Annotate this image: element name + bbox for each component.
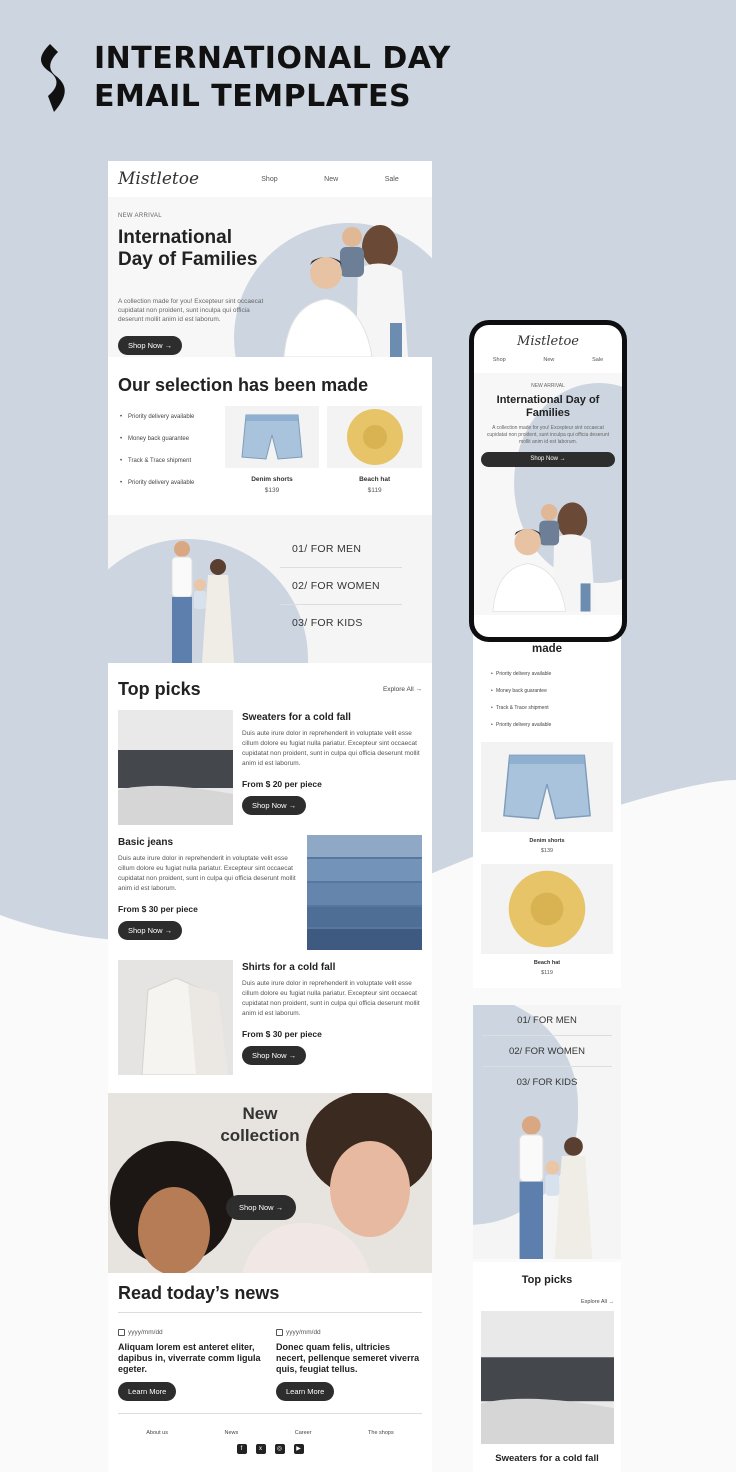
calendar-icon — [276, 1329, 283, 1336]
promo-title-line: INTERNATIONAL DAY — [94, 41, 451, 76]
nav — [238, 176, 422, 183]
top-picks-section — [108, 663, 432, 1075]
news-headline: Donec quam felis, ultricies necert, pellenque semeret viverra quis, feugiat tellus. — [276, 1342, 420, 1374]
social-links — [108, 1444, 432, 1454]
mobile-nav — [474, 357, 622, 363]
calendar-icon — [118, 1329, 125, 1336]
pick-text: Duis aute irure dolor in reprehenderit in voluptate velit esse cillum dolore eu fugiat nulla pariatur. Excepteur sint occaecat cupidatat non proident, sunt in culpa qui officia deserunt mollit anim id est laborum. — [118, 855, 296, 892]
phone-screen — [474, 325, 622, 637]
selection-title: Our selection has been made — [118, 375, 369, 395]
pick-text: Duis aute irure dolor in reprehenderit in voluptate velit esse cillum dolore eu fugiat nulla pariatur. Excepteur sint occaecat cupidatat non proident, sunt in culpa qui officia deserunt mollit anim id est laborum. — [242, 980, 420, 1017]
shorts-icon — [501, 751, 593, 823]
mobile-product-image[interactable] — [481, 864, 613, 954]
benefit-item: • Priority delivery available — [118, 472, 217, 494]
pick-text: Duis aute irure dolor in reprehenderit in voluptate velit esse cillum dolore eu fugiat nulla pariatur. Excepteur sint occaecat cupidatat non proident, sunt in culpa qui officia deserunt mollit anim id est laborum. — [242, 730, 420, 767]
product-card[interactable] — [225, 406, 320, 494]
news-date-text: yyyy/mm/dd — [286, 1329, 321, 1336]
mobile-product-image[interactable] — [481, 742, 613, 832]
family-photo — [278, 213, 428, 357]
hero-shop-button[interactable]: Shop Now → — [118, 336, 182, 355]
product-name: Beach hat — [359, 476, 391, 483]
mobile-nav-new[interactable]: New — [543, 357, 555, 363]
benefit-list — [118, 406, 217, 494]
mobile-selection-title: made — [531, 643, 563, 655]
selection-section — [108, 357, 432, 515]
news-date — [118, 1329, 264, 1336]
footer-news[interactable]: News — [224, 1430, 239, 1436]
email-header — [108, 161, 432, 197]
hero-section — [108, 197, 432, 357]
category-women[interactable]: 02/ FOR WOMEN — [280, 568, 402, 605]
mobile-picks-panel — [473, 1262, 621, 1472]
top-picks-title: Top picks — [118, 679, 201, 699]
pick-price: From $ 30 per piece — [242, 1029, 322, 1039]
news-section — [108, 1273, 432, 1401]
mobile-selection-panel — [473, 620, 621, 988]
sweaters-image — [118, 710, 233, 825]
pick-shop-button[interactable]: Shop Now → — [242, 1046, 306, 1065]
mobile-category-kids[interactable]: 03/ FOR KIDS — [516, 1077, 578, 1088]
mobile-family-photo — [483, 1109, 603, 1259]
product-image — [225, 406, 320, 468]
product-image — [327, 406, 422, 468]
nav-sale[interactable]: Sale — [384, 175, 399, 183]
mobile-sweaters-image — [481, 1311, 614, 1444]
learn-more-button[interactable]: Learn More — [118, 1382, 176, 1401]
category-men[interactable]: 01/ FOR MEN — [280, 531, 402, 568]
product-name: Denim shorts — [251, 476, 293, 483]
mobile-hero-tag: NEW ARRIVAL — [531, 383, 565, 389]
mobile-explore-link[interactable]: Explore All → — [580, 1299, 614, 1305]
hero-title: International Day of Families — [118, 227, 258, 270]
explore-all-link[interactable]: Explore All → — [382, 686, 422, 693]
product-card[interactable] — [327, 406, 422, 494]
promo-header — [36, 40, 451, 116]
mobile-product-name: Beach hat — [533, 960, 561, 966]
benefit-item: • Track & Trace shipment — [118, 450, 217, 472]
brand-logo-icon — [36, 42, 72, 114]
mobile-hero-shop-button[interactable]: Shop Now → — [481, 452, 615, 467]
mobile-benefit-list — [473, 666, 621, 734]
mobile-benefit-item: • Priority delivery available — [491, 666, 621, 683]
mobile-benefit-item: • Priority delivery available — [491, 717, 621, 734]
pick-shop-button[interactable]: Shop Now → — [242, 796, 306, 815]
footer-links — [118, 1413, 422, 1436]
news-date-text: yyyy/mm/dd — [128, 1329, 163, 1336]
mobile-pick-title: Sweaters for a cold fall — [495, 1453, 599, 1464]
footer-career[interactable]: Career — [294, 1430, 312, 1436]
mobile-product-price: $119 — [541, 970, 553, 976]
hero-text: A collection made for you! Excepteur sint occaecat cupidatat non proident, sunt inculpa qui officia deserunt mollit anim id est laborum. — [118, 298, 264, 323]
news-item — [276, 1329, 422, 1401]
mobile-family-photo — [488, 489, 612, 615]
collection-shop-button[interactable]: Shop Now → — [226, 1195, 296, 1220]
nav-new[interactable]: New — [324, 175, 339, 183]
facebook-icon[interactable]: f — [237, 1444, 247, 1454]
youtube-icon[interactable]: ▶ — [294, 1444, 304, 1454]
family-photo — [142, 535, 242, 663]
promo-title-line: EMAIL TEMPLATES — [94, 79, 412, 114]
x-icon[interactable]: x — [256, 1444, 266, 1454]
category-list — [280, 531, 402, 642]
mobile-benefit-item: • Track & Trace shipment — [491, 700, 621, 717]
new-collection-banner — [108, 1093, 432, 1273]
news-title: Read today’s news — [118, 1283, 422, 1313]
mobile-picks-title: Top picks — [521, 1274, 573, 1286]
product-price: $119 — [367, 487, 382, 494]
mobile-product-price: $139 — [540, 848, 554, 854]
pick-price: From $ 30 per piece — [118, 904, 198, 914]
footer-about[interactable]: About us — [146, 1430, 168, 1436]
hero-tag: NEW ARRIVAL — [118, 213, 162, 219]
shorts-icon — [240, 413, 304, 461]
benefit-item: • Money back guarantee — [118, 428, 217, 450]
jeans-image — [307, 835, 422, 950]
category-kids[interactable]: 03/ FOR KIDS — [292, 617, 363, 629]
pick-item — [118, 960, 422, 1075]
pick-title: Shirts for a cold fall — [242, 962, 336, 973]
mobile-hero-text: A collection made for you! Excepteur sint occaecat cupidatat non proident, sunt inculpa qui officia deserunt mollit anim id est laborum. — [486, 425, 610, 445]
mobile-category-women[interactable]: 02/ FOR WOMEN — [482, 1036, 612, 1067]
pick-title: Sweaters for a cold fall — [242, 712, 351, 723]
mobile-product-name: Denim shorts — [529, 838, 565, 844]
instagram-icon[interactable]: ◎ — [275, 1444, 285, 1454]
news-headline: Aliquam lorem est anteret eliter, dapibus in, viverrate comm ligula egeter. — [118, 1342, 261, 1374]
pick-title: Basic jeans — [118, 837, 174, 848]
new-collection-title: New collection — [220, 1104, 300, 1145]
pick-item — [118, 835, 422, 950]
category-section — [108, 515, 432, 663]
product-price: $139 — [264, 487, 280, 494]
shirts-image — [118, 960, 233, 1075]
mobile-logo[interactable]: Mistletoe — [517, 334, 579, 349]
hat-icon — [506, 868, 588, 950]
pick-item — [118, 710, 422, 825]
news-item — [118, 1329, 264, 1401]
learn-more-button[interactable]: Learn More — [276, 1382, 334, 1401]
desktop-email — [108, 161, 432, 1472]
mobile-category-men[interactable]: 01/ FOR MEN — [482, 1005, 612, 1036]
mobile-nav-sale[interactable]: Sale — [592, 357, 604, 363]
promo-title — [94, 40, 451, 116]
news-date — [276, 1329, 422, 1336]
pick-price: From $ 20 per piece — [242, 779, 322, 789]
pick-shop-button[interactable]: Shop Now → — [118, 921, 182, 940]
benefit-item: • Priority delivery available — [118, 406, 217, 428]
phone-mockup — [469, 320, 627, 642]
footer-shops[interactable]: The shops — [368, 1430, 394, 1436]
nav-shop[interactable]: Shop — [261, 175, 278, 183]
mobile-nav-shop[interactable]: Shop — [492, 357, 506, 363]
hat-icon — [345, 407, 405, 467]
mobile-hero — [474, 373, 622, 615]
mobile-hero-title: International Day of Families — [496, 394, 600, 419]
logo[interactable]: Mistletoe — [118, 169, 200, 189]
mobile-category-panel — [473, 1005, 621, 1259]
mobile-benefit-item: • Money back guarantee — [491, 683, 621, 700]
